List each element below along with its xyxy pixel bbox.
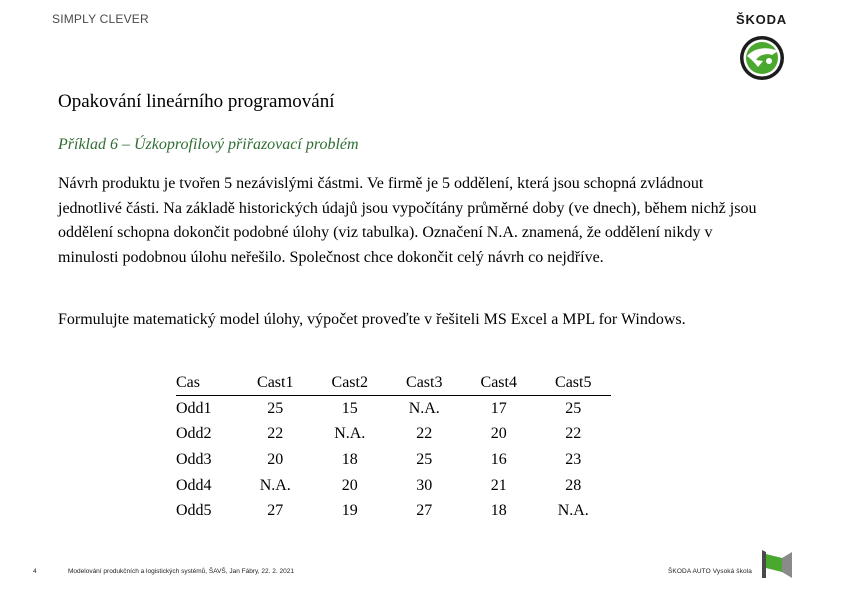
table-cell: 25 xyxy=(267,399,284,417)
table-cell: 25 xyxy=(565,399,582,417)
table-cell: 28 xyxy=(565,476,582,494)
table-cell: Odd1 xyxy=(176,399,212,417)
table-cell: 21 xyxy=(490,476,507,494)
assignment-time-table xyxy=(176,371,611,524)
table-row xyxy=(176,447,611,473)
table-cell: 20 xyxy=(267,450,284,468)
table-cell: Odd5 xyxy=(176,502,212,520)
table-cell: 27 xyxy=(267,502,284,520)
slide-subtitle: Příklad 6 – Úzkoprofilový přiřazovací problém xyxy=(58,136,359,153)
problem-description: Návrh produktu je tvořen 5 nezávislými částmi. Ve firmě je 5 oddělení, která jsou schopná zvládnout jednotlivé části. Na základě historických údajů jsou vypočítány průměrné doby (ve dnech), během nichž jsou oddělení schopna dokončit podobné úlohy (viz tabulka). Označení N.A. znamená, že oddělení nikdy v minulosti podobnou úlohu neřešilo. Společnost chce dokončit celý návrh co nejdříve. xyxy=(58,175,757,266)
table-cell: 22 xyxy=(267,425,284,443)
brand-tagline: SIMPLY CLEVER xyxy=(52,12,149,26)
table-cell: 20 xyxy=(341,476,358,494)
table-cell: N.A. xyxy=(557,502,589,520)
table-cell: 16 xyxy=(490,450,507,468)
page-number: 4 xyxy=(33,568,37,575)
table-cell: 15 xyxy=(341,399,358,417)
table-cell: 18 xyxy=(341,450,358,468)
footer-brand: ŠKODA AUTO Vysoká škola xyxy=(668,568,752,575)
slide-title: Opakování lineárního programování xyxy=(58,91,335,112)
table-row xyxy=(176,498,611,524)
table-header-cell: Cast2 xyxy=(313,371,388,396)
table-cell: N.A. xyxy=(259,476,291,494)
table-cell: 22 xyxy=(416,425,433,443)
table-cell: Odd3 xyxy=(176,450,212,468)
brand-wordmark: ŠKODA xyxy=(736,12,787,27)
flag-icon xyxy=(760,548,794,580)
task-instructions: Formulujte matematický model úlohy, výpočet proveďte v řešiteli MS Excel a MPL for Windows. xyxy=(58,311,686,328)
table-cell: 23 xyxy=(565,450,582,468)
table-header-cell: Cast3 xyxy=(387,371,462,396)
table-cell: 30 xyxy=(416,476,433,494)
table-cell: N.A. xyxy=(334,425,366,443)
table-row xyxy=(176,422,611,448)
table-cell: 17 xyxy=(490,399,507,417)
table-header-cell: Cast4 xyxy=(462,371,537,396)
table-cell: 27 xyxy=(416,502,433,520)
table-row xyxy=(176,473,611,499)
table-cell: 20 xyxy=(490,425,507,443)
table-cell: N.A. xyxy=(408,399,440,417)
table-cell: 22 xyxy=(565,425,582,443)
table-header-row xyxy=(176,371,611,396)
table-row xyxy=(176,396,611,422)
table-header-cell: Cas xyxy=(176,371,238,396)
table-header-cell: Cast1 xyxy=(238,371,313,396)
table-cell: Odd2 xyxy=(176,425,212,443)
table-cell: 18 xyxy=(490,502,507,520)
skoda-logo-icon xyxy=(738,34,786,82)
table-cell: 25 xyxy=(416,450,433,468)
table-header-cell: Cast5 xyxy=(536,371,611,396)
table-cell: 19 xyxy=(341,502,358,520)
footer-citation: Modelování produkčních a logistických systémů, ŠAVŠ, Jan Fábry, 22. 2. 2021 xyxy=(68,568,294,575)
table-cell: Odd4 xyxy=(176,476,212,494)
